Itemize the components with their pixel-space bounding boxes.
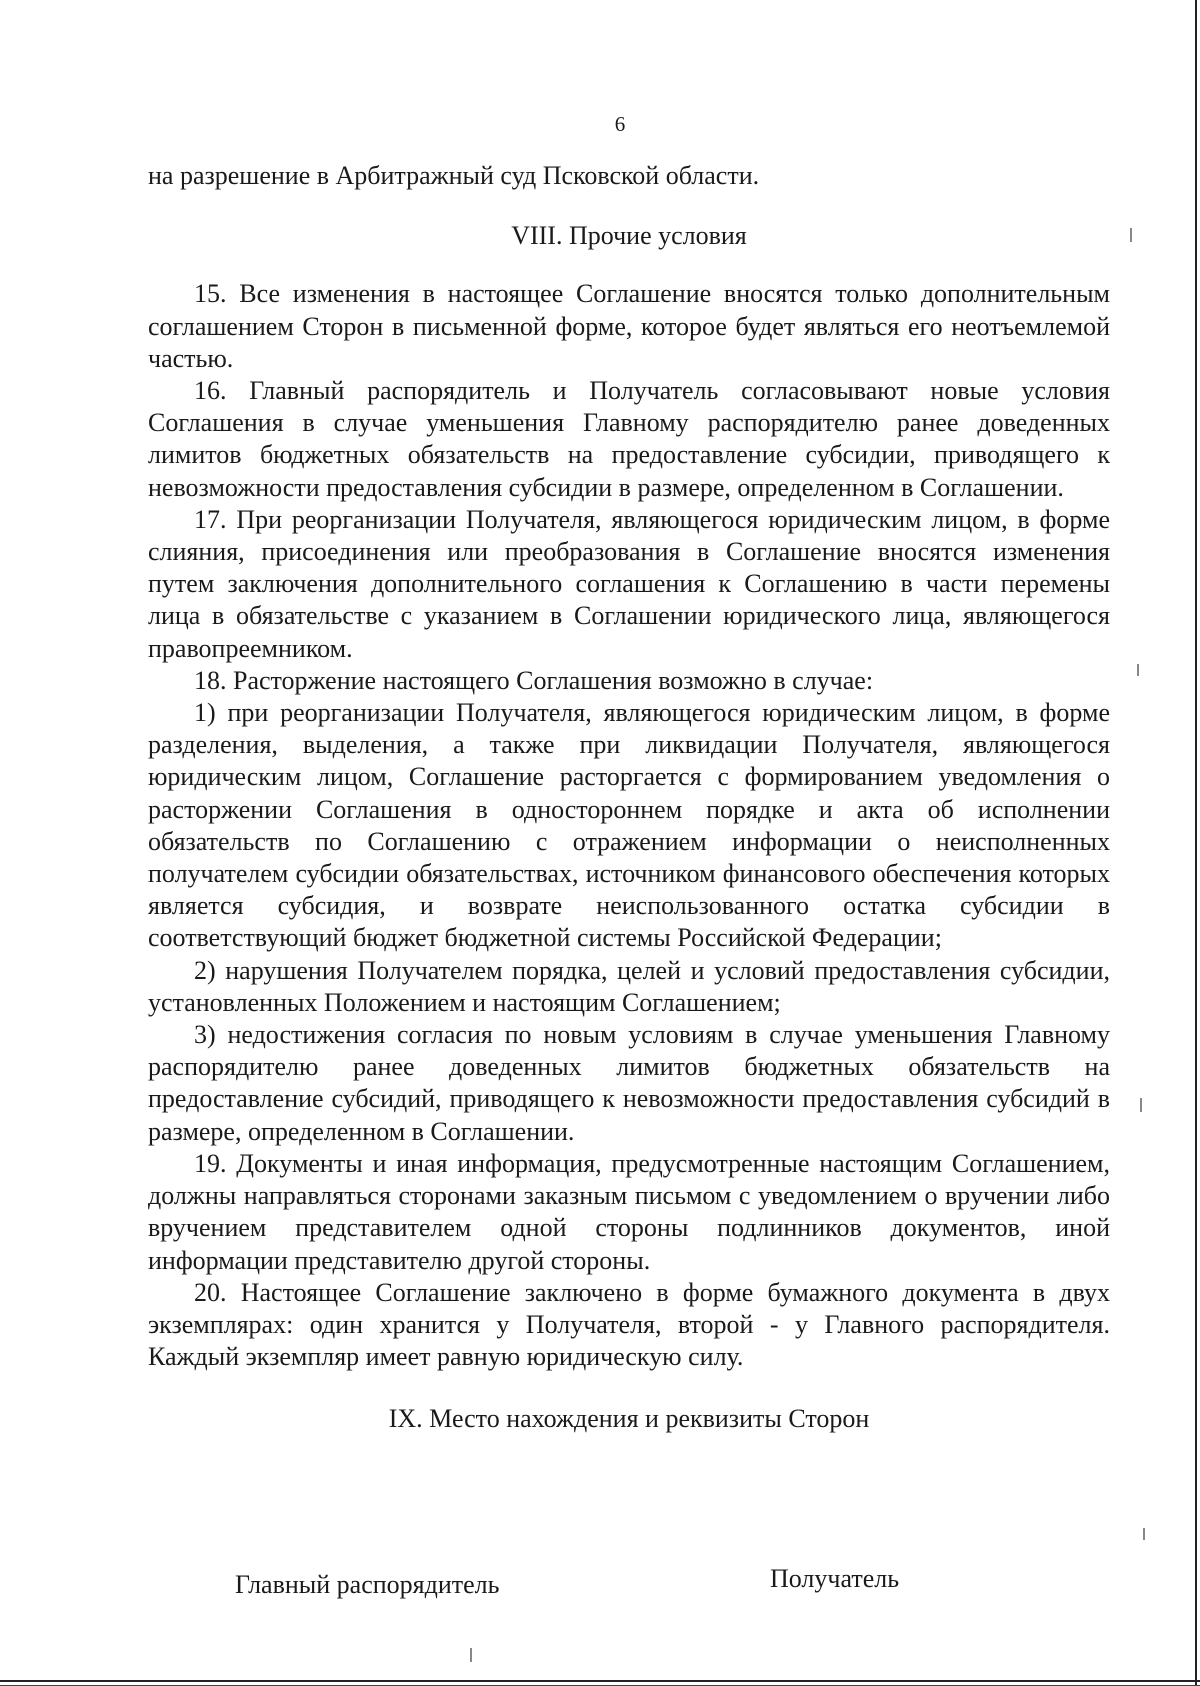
paragraph-20: 20. Настоящее Соглашение заключено в форме бумажного документа в двух экземплярах: один хранится у Получателя, второй - у Главного распорядителя. Каждый экземпляр имеет равную юридическую силу. — [148, 1277, 1110, 1372]
scan-speck — [1143, 1528, 1145, 1540]
section-title-ix: IX. Место нахождения и реквизиты Сторон — [388, 1404, 870, 1434]
page-number: 6 — [614, 112, 626, 136]
signature-chief-administrator: Главный распорядитель — [235, 1570, 500, 1599]
paragraph-18-item-1: 1) при реорганизации Получателя, являющегося юридическим лицом, в форме разделения, выделения, а также при ликвидации Получателя, являющегося юридическим лицом, Соглашение расторгается с формированием уведомления о расторжении Соглашения в одностороннем порядке и акта об исполнении обязательств по Соглашению с отражением информации о неисполненных получателем субсидии обязательствах, источником финансового обеспечения которых является субсидия, и возврате неиспользованного остатка субсидии в соответствующий бюджет бюджетной системы Российской Федерации; — [148, 698, 1110, 953]
scan-speck — [1130, 228, 1132, 242]
paragraph-17: 17. При реорганизации Получателя, являющегося юридическим лицом, в форме слияния, присоединения или преобразования в Соглашение вносятся изменения путем заключения дополнительного соглашения к Соглашению в части перемены лица в обязательстве с указанием в Соглашении юридического лица, являющегося правопреемником. — [148, 504, 1110, 663]
paragraph-19: 19. Документы и иная информация, предусмотренные настоящим Соглашением, должны направляться сторонами заказным письмом с уведомлением о вручении либо вручением представителем одной стороны подлинников документов, иной информации представителю другой стороны. — [148, 1148, 1110, 1275]
scan-frame-right-edge — [1195, 0, 1197, 1686]
scan-speck — [1137, 664, 1139, 676]
document-body — [148, 160, 1110, 1436]
paragraph-15: 15. Все изменения в настоящее Соглашение вносятся только дополнительным соглашением Сторон в письменной форме, которое будет являться его неотъемлемой частью. — [148, 279, 1110, 373]
paragraph-16: 16. Главный распорядитель и Получатель согласовывают новые условия Соглашения в случае уменьшения Главному распорядителю ранее доведенных лимитов бюджетных обязательств на предоставление субсидии, приводящего к невозможности предоставления субсидии в размере, определенном в Соглашении. — [148, 376, 1110, 502]
paragraph-18-item-2: 2) нарушения Получателем порядка, целей и условий предоставления субсидии, установленных Положением и настоящим Соглашением; — [148, 955, 1110, 1017]
scan-speck — [1140, 1098, 1142, 1112]
paragraph-continuation: на разрешение в Арбитражный суд Псковской области. — [148, 161, 760, 190]
scan-speck — [470, 1648, 472, 1662]
paragraph-18: 18. Расторжение настоящего Соглашения возможно в случае: — [194, 665, 874, 695]
signature-recipient: Получатель — [770, 1564, 900, 1593]
paragraph-18-item-3: 3) недостижения согласия по новым условиям в случае уменьшения Главному распорядителю ранее доведенных лимитов бюджетных обязательств на предоставление субсидий, приводящего к невозможности предоставления субсидий в размере, определенном в Соглашении. — [148, 1020, 1110, 1146]
section-title-viii: VIII. Прочие условия — [511, 221, 747, 251]
scan-frame-bottom-edge — [0, 1680, 1200, 1682]
